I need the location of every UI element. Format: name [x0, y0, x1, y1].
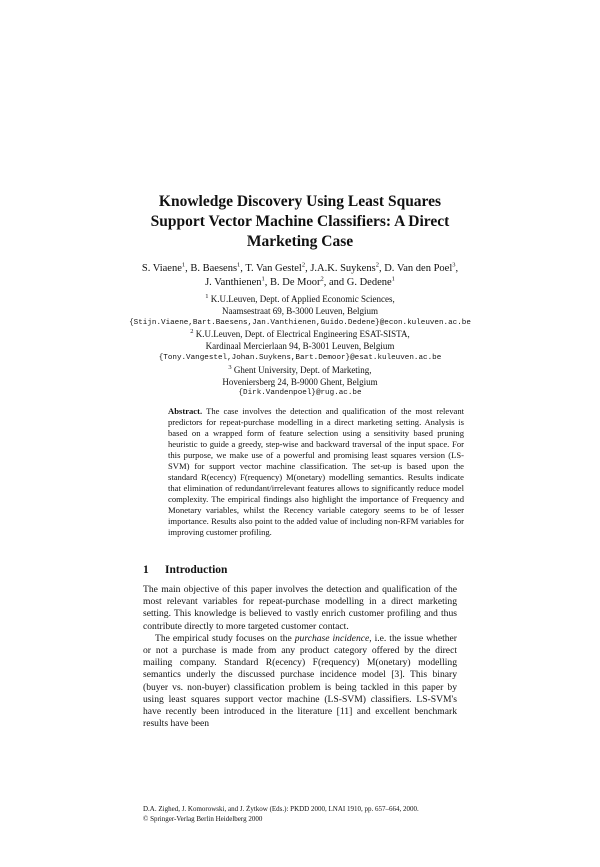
abstract: [168, 406, 464, 538]
footer-copyright: © Springer-Verlag Berlin Heidelberg 2000: [143, 814, 263, 823]
affiliation-1-address: Naamsestraat 69, B-3000 Leuven, Belgium: [222, 305, 378, 316]
abstract-text: The case involves the detection and qualification of the most relevant predictors for repeat-purchase modelling in a direct marketing setting. Analysis is based on a wrapped form of feature selection using a sensitivity based pruning heuristic to guide a greedy, step-wise and backward traversal of the input space. For this purpose, we make use of a powerful and promising least squares version (LS-SVM) for support vector machine classification. The set-up is based upon the standard R(ecency) F(requency) M(onetary) modelling semantics. Results indicate that elimination of redundant/irrelevant features allows to significantly reduce model complexity. The empirical findings also highlight the importance of Frequency and Monetary variables, whilst the Recency variable category seems to be of lesser importance. Results also point to the added value of including non-RFM variables for improving customer profiling.: [168, 406, 464, 537]
title-line: Marketing Case: [246, 233, 354, 250]
affiliation-3-address: Hoveniersberg 24, B-9000 Ghent, Belgium: [222, 376, 378, 387]
affiliation-3-name: $^3$ Ghent University, Dept. of Marketing,: [228, 363, 372, 375]
paragraph: The main objective of this paper involves the detection and qualification of the most relevant variables for repeat-purchase modelling in a direct marketing setting. This knowledge is believed to vastly enrich customer profiling and thus contribute directly to more targeted customer contact.: [143, 584, 457, 632]
affiliation-3-emails: {Dirk.Vandenpoel}@rug.ac.be: [238, 389, 362, 398]
title-line: Knowledge Discovery Using Least Squares: [158, 193, 442, 210]
section-title: Introduction: [165, 564, 228, 576]
body-text: [143, 584, 457, 730]
emphasis: purchase incidence: [294, 632, 370, 644]
abstract-label: Abstract.: [168, 406, 203, 416]
author-list: [100, 262, 500, 290]
section-heading: [143, 564, 227, 576]
affiliations: [100, 294, 500, 400]
author-line-2: J. Vanthienen$^1$, B. De Moor$^2$, and G. Dedene$^1$: [205, 275, 395, 288]
affiliation-1-name: $^1$ K.U.Leuven, Dept. of Applied Economic Sciences,: [205, 293, 395, 304]
section-number: 1: [143, 564, 149, 576]
paper-title: [130, 192, 470, 252]
paragraph: The empirical study focuses on the purchase incidence, i.e. the issue whether or not a purchase is made from any product category offered by the direct mailing company. Standard R(ecency) F(requency) M(onetary) modelling semantics underly the discussed purchase incidence model [3]. This binary (buyer vs. non-buyer) classification problem is being tackled in this paper by using least squares support vector machine (LS-SVM) classifiers. LS-SVM's have recently been introduced in the literature [11] and excellent benchmark results have been: [143, 632, 457, 730]
title-line: Support Vector Machine Classifiers: A Direct: [150, 213, 450, 230]
affiliation-2-address: Kardinaal Mercierlaan 94, B-3001 Leuven, Belgium: [205, 341, 395, 352]
affiliation-2-emails: {Tony.Vangestel,Johan.Suykens,Bart.Demoor}@esat.kuleuven.ac.be: [158, 353, 442, 362]
affiliation-2-name: $^2$ K.U.Leuven, Dept. of Electrical Engineering ESAT-SISTA,: [190, 328, 410, 340]
affiliation-1-emails: {Stijn.Viaene,Bart.Baesens,Jan.Vanthienen,Guido.Dedene}@econ.kuleuven.ac.be: [129, 318, 471, 327]
author-line-1: S. Viaene$^1$, B. Baesens$^1$, T. Van Gestel$^2$, J.A.K. Suykens$^2$, D. Van den Poel$^3$,: [141, 261, 459, 274]
footer-citation: D.A. Zighed, J. Komorowski, and J. Żytkow (Eds.): PKDD 2000, LNAI 1910, pp. 657–664, 2000.: [143, 805, 419, 813]
citation-footer: [143, 805, 463, 824]
